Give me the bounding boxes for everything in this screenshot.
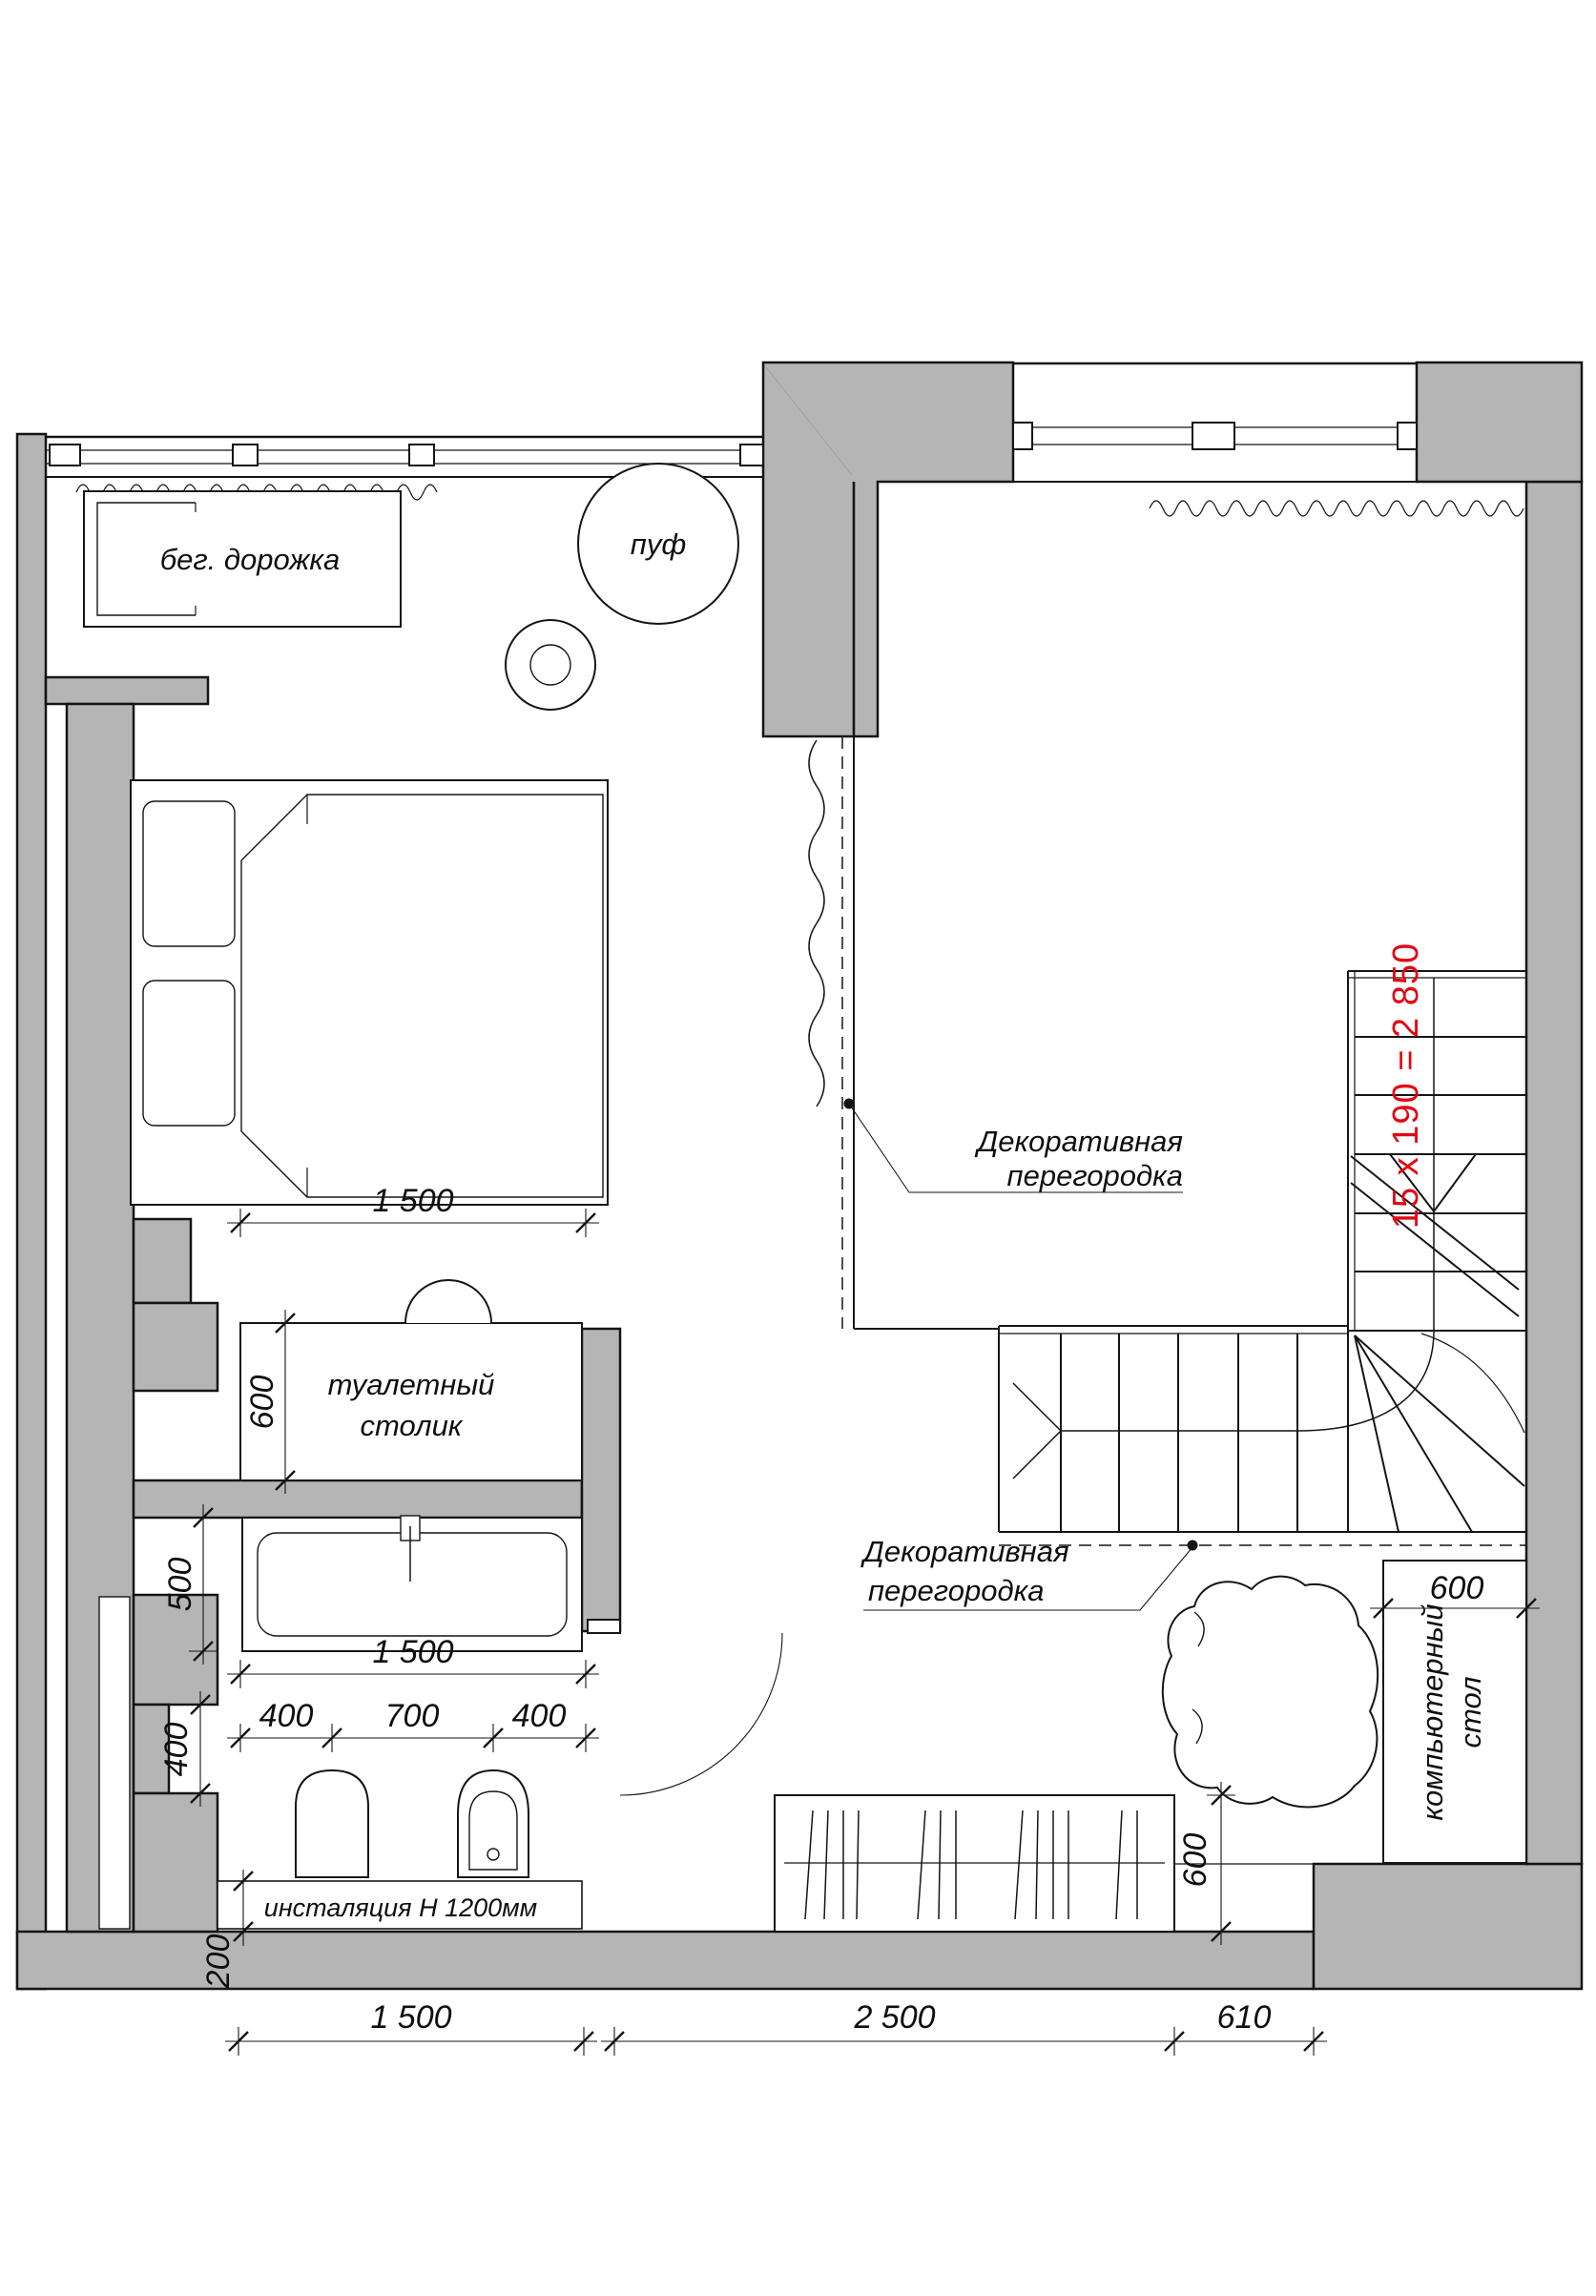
pouf (578, 464, 738, 624)
wall-bottom-right-block (1314, 1864, 1582, 1989)
chair-outline (1163, 1577, 1378, 1808)
partition-top-label-1: Декоративная (977, 1125, 1183, 1158)
dim-wc-left-text: 400 (259, 1698, 314, 1734)
wall-left-shaft (99, 1597, 130, 1929)
window-left-mullion-3 (409, 445, 434, 465)
wall-left-stub (46, 677, 208, 704)
bed-frame (131, 780, 608, 1205)
bidet-outline (458, 1770, 529, 1877)
window-right-mullion-3 (1398, 423, 1417, 449)
stairs (999, 942, 1526, 1532)
partition-bottom-label-1: Декоративная (863, 1535, 1069, 1568)
bathroom-door (588, 1620, 782, 1795)
dim-bottom-row (225, 1999, 1327, 2056)
desk-label-2: стол (1454, 1676, 1487, 1748)
installation (218, 1881, 582, 1929)
installation-label: инсталяция H 1200мм (263, 1893, 538, 1922)
dim-bottom-left-text: 1 500 (370, 1999, 452, 2036)
wall-central-column (763, 362, 1013, 736)
wall-left-outer (17, 434, 46, 1989)
wall-right-outer (1526, 482, 1582, 1864)
dim-wc-mid-text: 700 (384, 1698, 440, 1734)
stairs-winder-arc (1421, 1334, 1524, 1433)
dressing-table-outline (240, 1323, 582, 1480)
wall-bath-middle-band (134, 1480, 582, 1518)
dim-table-text: 600 (244, 1375, 280, 1430)
dim-bed-text: 1 500 (372, 1183, 454, 1219)
office-chair (1163, 1577, 1378, 1808)
treadmill-label: бег. дорожка (159, 543, 341, 576)
dressing-table-label-2: столик (360, 1409, 463, 1442)
dim-installation-text: 200 (200, 1934, 237, 1989)
window-right-mullion-2 (1192, 423, 1234, 449)
bathtub (242, 1516, 582, 1651)
stairs-walkline-start (1013, 1383, 1061, 1479)
wall-bath-nw-a (134, 1219, 191, 1303)
window-left-mullion-2 (233, 445, 258, 465)
wall-top-right-corner (1417, 362, 1582, 482)
partition-bottom-label-2: перегородка (868, 1574, 1045, 1607)
dim-bath-text: 1 500 (372, 1634, 454, 1670)
dressing-table (240, 1280, 582, 1480)
leader-dot (1188, 1541, 1198, 1551)
bidet (458, 1770, 529, 1877)
partition-label-top (844, 1099, 1184, 1193)
dressing-table-label-1: туалетный (327, 1368, 495, 1401)
pouf-label: пуф (630, 527, 687, 561)
wall-bath-east (582, 1329, 620, 1631)
toilet (296, 1770, 368, 1885)
toilet-bowl (296, 1770, 368, 1877)
door-swing-arc (620, 1633, 782, 1795)
window-left-mullion-1 (50, 445, 80, 465)
closet (775, 1795, 1174, 1932)
stairs-formula-label: 15 x 190 = 2 850 (1386, 941, 1426, 1230)
window-left-mullion-4 (740, 445, 763, 465)
partition-label-bottom (860, 1535, 1198, 1610)
dim-desk-text: 600 (1429, 1570, 1484, 1606)
treadmill (84, 491, 401, 627)
stairs-winder-treads (1355, 1335, 1524, 1532)
dim-wc-row (227, 1698, 599, 1752)
dim-bottom-right-text: 610 (1216, 1999, 1272, 2036)
stairs-upper-risers (1348, 1037, 1526, 1331)
partition-top-label-2: перегородка (1006, 1159, 1183, 1192)
dressing-table-stool (405, 1280, 491, 1323)
dim-wall-niche-text: 400 (158, 1722, 195, 1777)
stairs-lower-risers (1061, 1326, 1348, 1532)
desk-label-1: компьютерный (1416, 1603, 1449, 1821)
side-table-outer (506, 620, 595, 710)
side-table (506, 620, 595, 710)
partition-break-wave (809, 740, 824, 1107)
dim-tub-text: 500 (162, 1557, 198, 1612)
stairs-walkline-lower (1061, 1331, 1434, 1431)
partition-vertical (809, 736, 999, 1329)
wall-bath-sw-c (134, 1793, 218, 1932)
stairs-break-line-1 (1351, 1156, 1519, 1290)
door-leaf (588, 1620, 620, 1633)
window-right-mullion-1 (1013, 423, 1032, 449)
bed (131, 780, 608, 1205)
curtain-wave-right (1150, 501, 1523, 516)
stairs-break-line-2 (1351, 1183, 1519, 1316)
wall-bath-nw-b (134, 1303, 218, 1391)
dim-bottom-mid-text: 2 500 (854, 1999, 936, 2036)
dim-wc-right-text: 400 (511, 1698, 567, 1734)
dim-closet-niche-text: 600 (1177, 1832, 1213, 1888)
